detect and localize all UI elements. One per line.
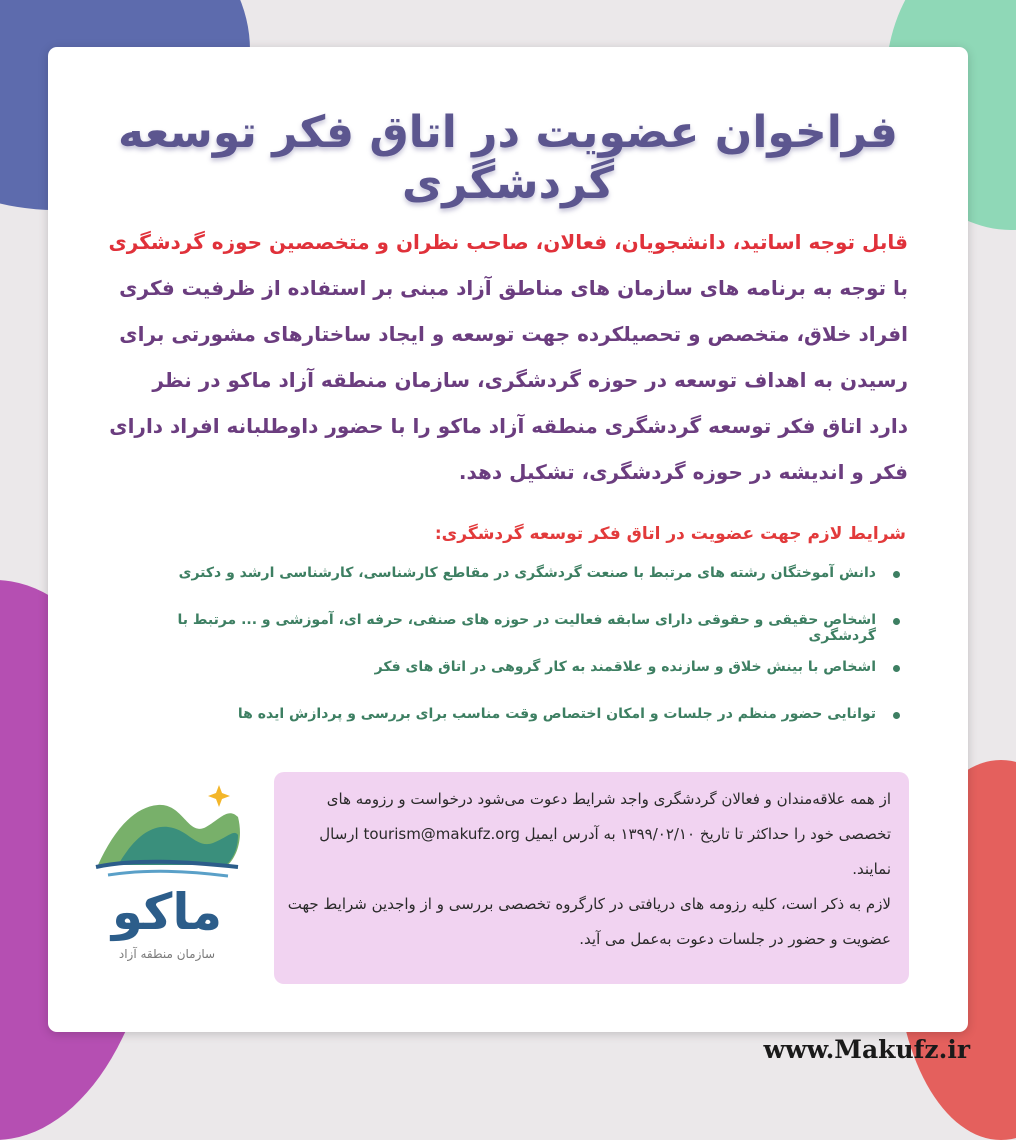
list-item-text: اشخاص با بینش خلاق و سازنده و علاقمند به کار گروهی در اتاق های فکر [374, 659, 876, 675]
maku-logo [88, 777, 246, 977]
intro-paragraph [108, 219, 908, 495]
intro-body: با توجه به برنامه های سازمان های مناطق آزاد مبنی بر استفاده از ظرفیت فکری افراد خلاق، متخصص و تحصیلکرده جهت توسعه و ایجاد ساختارهای مشورتی برای رسیدن به اهداف توسعه در حوزه گردشگری، سازمان منطقه آزاد ماکو در نظر دارد اتاق فکر توسعه گردشگری منطقه آزاد ماکو را با حضور داوطلبانه افراد دارای فکر و اندیشه در حوزه گردشگری، تشکیل دهد. [109, 276, 908, 484]
mountain-logo-icon [88, 777, 246, 887]
list-item-text: توانایی حضور منظم در جلسات و امکان اختصاص وقت مناسب برای بررسی و پردازش ایده ها [237, 706, 876, 722]
list-item [108, 612, 908, 659]
submission-note [274, 772, 909, 984]
list-item [108, 706, 908, 753]
list-item [108, 565, 908, 612]
announcement-card [48, 47, 968, 1032]
logo-subtitle: سازمان منطقه آزاد [118, 947, 216, 961]
list-item [108, 659, 908, 706]
note-text-1-end: ارسال نمایند. [319, 825, 891, 878]
bullet-icon [893, 665, 900, 672]
bullet-icon [893, 571, 900, 578]
note-text-1: از همه علاقه‌مندان و فعالان گردشگری واجد شرایط دعوت می‌شود درخواست و رزومه های تخصصی خود را حداکثر تا تاریخ ۱۳۹۹/۰۲/۱۰ به آدرس ایمیل [326, 790, 891, 843]
list-item-text: دانش آموختگان رشته های مرتبط با صنعت گردشگری در مقاطع کارشناسی، کارشناسی ارشد و دکتری [178, 565, 876, 581]
conditions-list [108, 565, 908, 753]
website-url[interactable]: www.Makufz.ir [763, 1035, 970, 1064]
bullet-icon [893, 712, 900, 719]
email-link[interactable]: tourism@makufz.org [363, 825, 520, 843]
logo-name: ماکو [111, 883, 223, 941]
note-text-2: لازم به ذکر است، کلیه رزومه های دریافتی در کارگروه تخصصی بررسی و از واجدین شرایط جهت عضویت و حضور در جلسات دعوت به‌عمل می آید. [287, 895, 891, 948]
list-item-text: اشخاص حقیقی و حقوقی دارای سابقه فعالیت در حوزه های صنفی، حرفه ای، آموزشی و ... مرتبط با گردشگری [177, 612, 876, 644]
conditions-title: شرایط لازم جهت عضویت در اتاق فکر توسعه گردشگری: [434, 524, 906, 544]
intro-lead: قابل توجه اساتید، دانشجویان، فعالان، صاحب نظران و متخصصین حوزه گردشگری [108, 230, 908, 254]
bullet-icon [893, 618, 900, 625]
page-title: فراخوان عضویت در اتاق فکر توسعه گردشگری [118, 107, 898, 209]
